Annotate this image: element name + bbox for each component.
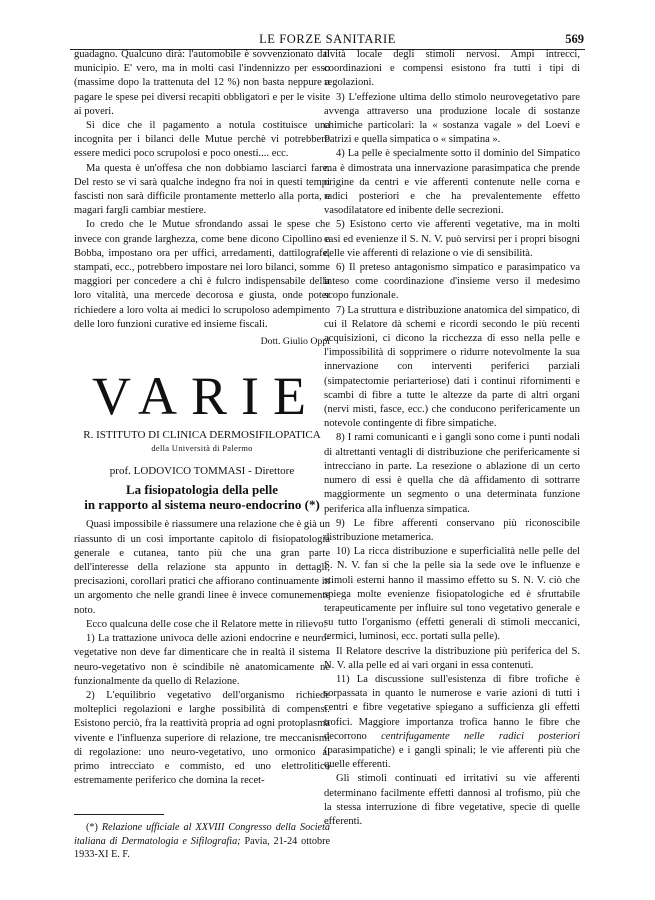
director-line: prof. LODOVICO TOMMASI - Direttore bbox=[109, 465, 295, 478]
paragraph: Ecco qualcuna delle cose che il Relatore mette in rilievo: bbox=[86, 618, 327, 630]
numbered-point: 5) Esistono certo vie afferenti vegetative, ma in molti casi ed evenienze il S. N. V. può servirsi per i propri bisogni delle vie afferenti di relazione o vie di sensibilità. bbox=[324, 219, 580, 259]
paragraph: guadagno. Qualcuno dirà: l'automobile è sovvenzionato dal municipio. E' vero, ma in molti casi l'indennizzo per esso (massime dopo la trattenuta del 12 %) non basta neppure a pagare le spese pei diversi recapiti obbligatori e per le visite ai poveri. bbox=[74, 49, 330, 117]
paragraph: Gli stimoli continuati ed irritativi su vie afferenti determinano facilmente effetti dannosi al trofismo, più che la stessa interruzione di fibre vegetative, specie di quelle efferenti. bbox=[324, 773, 580, 827]
footnote-text: Pavia, 21-24 ottobre 1933-XI E. F. bbox=[74, 835, 330, 861]
paragraph: tività locale degli stimoli nervosi. Ampi intrecci, coordinazioni e compensi esistono fra tutti i tipi di regolazioni. bbox=[324, 49, 580, 89]
article-subtitle: in rapporto al sistema neuro-endocrino (*) bbox=[84, 497, 320, 513]
numbered-point: 8) I rami comunicanti e i gangli sono come i punti nodali di altrettanti ventagli di distribuzione che perifericamente si intrecciano in parte. La resezione o ablazione di un certo numero di essi è quella che dà affidamento di sottrarre maggiormente un segmento o una determinata funzione periferica alla influenza simpatica. bbox=[324, 432, 580, 515]
footnote-italic: Relazione ufficiale al XXVIII Congresso della Società italiana di Dermatologia e Sifilografia; bbox=[74, 822, 330, 847]
institute-name: R. ISTITUTO DI CLINICA DERMOSIFILOPATICA bbox=[83, 429, 321, 442]
numbered-point: 9) Le fibre afferenti conservano più riconoscibile distribuzione metamerica. bbox=[324, 517, 580, 543]
point-text: (parasimpatiche) e i gangli spinali; le vie afferenti più che quelle efferenti. bbox=[324, 744, 580, 771]
right-column bbox=[324, 48, 580, 829]
section-title: VARIE bbox=[91, 366, 321, 427]
footnote-mark: (*) bbox=[86, 822, 98, 834]
numbered-point: 4) La pelle è specialmente sotto il dominio del Simpatico ma è dimostrata una innervazione parasimpatica che prende origine da centri e vie afferenti contenute nelle corna e radici posteriori e che ha prevalentemente effetto vasodilatatore ed inibente delle secrezioni. bbox=[324, 148, 580, 217]
numbered-point: 1) La trattazione univoca delle azioni endocrine e neuro-vegetative non deve far dimenticare che in realtà il sistema neuro-vegetativo non è scindibile nè anatomicamente nè funzionalmente da quello di Relazione. bbox=[74, 633, 330, 687]
running-title: LE FORZE SANITARIE bbox=[259, 32, 396, 46]
paragraph: Il Relatore descrive la distribuzione più periferica del S. N. V. alla pelle ed ai vari organi in essa contenuti. bbox=[324, 645, 580, 671]
numbered-point: 2) L'equilibrio vegetativo dell'organismo richiede molteplici regolazioni e larghe possibilità di compensi. Esistono perciò, fra la reattività propria ad ogni protoplasma vivente e l'influenza superiore di relazione, tre meccanismi di regolazione: uno neuro-vegetativo, uno ormonico al primo intrecciato e commisto, ed uno elettrolitico estremamente periferico che domina la recet- bbox=[74, 689, 330, 787]
article-title: La fisiopatologia della pelle bbox=[125, 482, 279, 498]
point-text: 11) La discussione sull'esistenza di fibre trofiche è sorpassata in quanto le numerose e varie azioni di tutti i centri e fibre vegetative spiegano a sufficienza gli effetti trofici. Maggiore importanza trofica hanno le fibre che decorrono bbox=[324, 673, 580, 742]
numbered-point: 6) Il preteso antagonismo simpatico e parasimpatico va inteso come coordinazione d'insieme verso il medesimo scopo funzionale. bbox=[324, 262, 580, 302]
numbered-point: 7) La struttura e distribuzione anatomica del simpatico, di cui il Relatore dà schemi e ricordi secondo le più recenti acquisizioni, ci dicono la ricchezza di esso nella pelle e l'impossibilità di sopprimere o ridurre notevolmente la sua innervazione con interventi periferici parziali (simpatectomie periarteriose) dati i continui rifornimenti e scambi di fibre a tutte le altezze da parte di altri organi (nervi misti, fasce, ecc.) che conducono perifericamente un notevole contingente di fibre simpatiche. bbox=[324, 304, 580, 430]
point-italic: centrifugamente nelle radici posteriori bbox=[381, 730, 580, 742]
left-column bbox=[74, 48, 330, 862]
paragraph: Quasi impossibile è riassumere una relazione che è già un riassunto di un così importante capitolo di fisiopatologia generale e cutanea, tanto più che una gran parte dell'interesse della relazione sta appunto in dettagli, precisazioni, corollari pratici che affiorano continuamente in un argomento che nelle grandi linee è invece comunemente noto. bbox=[74, 519, 330, 616]
footnote bbox=[74, 821, 330, 862]
paragraph: Ma questa è un'offesa che non dobbiamo lasciarci fare. Del resto se vi sarà qualche indegno fra noi in questi tempi fascisti non sarà difficile prontamente metterlo alla porta, e magari fargli cambiar mestiere. bbox=[74, 162, 330, 217]
paragraph: Si dice che il pagamento a notula costituisce una incognita per i bilanci delle Mutue perchè vi potrebbero essere medici poco scrupolosi e poco onesti.... ecc. bbox=[74, 120, 330, 160]
page-header bbox=[0, 10, 655, 50]
numbered-point: 3) L'effezione ultima dello stimolo neurovegetativo pare avvenga attraverso una produzione locale di sostanze chimiche particolari: la « sostanza vagale » del Loevi e Patrizi e quella simpatica o « simpatina ». bbox=[324, 91, 580, 146]
page-number: 569 bbox=[565, 32, 584, 46]
numbered-point: 10) La ricca distribuzione e superficialità nelle pelle del S. N. V. fan sì che la pelle sia la sede ove le influenze e stimoli esterni hanno il massimo effetto su S. N. V. ciò che spiega molte evenienze fisiopatologiche ed è sfruttabile terapeuticamente per influire sul tono vegetativo generale e su tutto l'organismo (effetti generali di stimoli meccanici, termici, luminosi, ecc. portati sulla pelle). bbox=[324, 546, 580, 643]
numbered-point bbox=[324, 673, 580, 772]
university-name: della Università di Palermo bbox=[151, 443, 253, 454]
paragraph: Io credo che le Mutue sfrondando assai le spese che invece con grande larghezza, come bene dicono Cipollino e Bobba, impostano ora per uffici, arredamenti, dattilografe, stampati, ecc., potrebbero impostare nei loro bilanci, somme maggiori per concedere a chi è fulcro indispensabile della loro vitalità, una mercede decorosa e giusta, onde poter richiedere a loro volta ai medici lo scrupoloso adempimento delle loro funzioni curative ed insieme fiscali. bbox=[74, 219, 330, 330]
author-signature: Dott. Giulio Oppi bbox=[260, 336, 330, 348]
footnote-rule bbox=[74, 814, 164, 815]
